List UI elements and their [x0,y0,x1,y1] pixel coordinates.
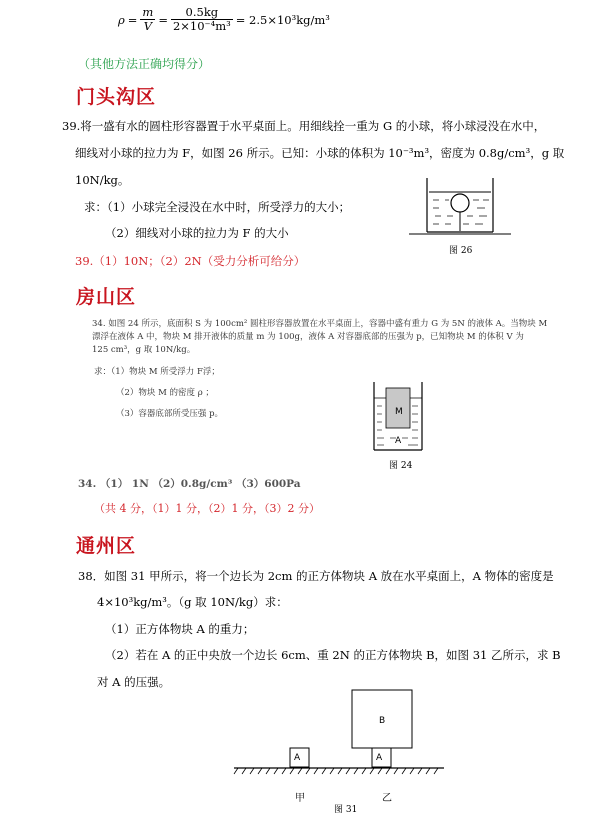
fangshan-ask1: 求：（1）物块 M 所受浮力 F浮； [94,367,220,377]
mentougou-question-line2: 细线对小球的拉力为 F，如图 26 所示。已知：小球的体积为 10⁻³m³，密度为 0.8g/cm³，g 取 [75,146,565,160]
figure-31-blocks-diagram [232,688,447,778]
tongzhou-question-line2: 4×10³kg/m³。（g 取 10N/kg）求： [97,595,288,609]
figure-31-label-a-yi: A [376,753,383,763]
fangshan-answer: 34. （1） 1N （2）0.8g/cm³ （3）600Pa [78,478,301,490]
mentougou-ask2: （2）细线对小球的拉力为 F 的大小 [105,226,289,240]
formula-equals: = [127,12,138,27]
formula-values-fraction [171,6,233,33]
mentougou-question-line3: 10N/kg。 [75,173,130,187]
tongzhou-ask1: （1）正方体物块 A 的重力； [105,622,255,636]
figure-26-container-diagram [405,170,515,240]
fangshan-ask3: （3）容器底部所受压强 p。 [116,409,224,419]
fangshan-question-line2: 漂浮在液体 A 中，物块 M 排开液体的质量 m 为 100g，液体 A 对容器底部的压强为 p，已知物块 M 的体积 V 为 [92,332,524,342]
fangshan-ask2: （2）物块 M 的密度 ρ ； [116,388,214,398]
mentougou-ask1: 求：（1）小球完全浸没在水中时，所受浮力的大小； [84,200,351,214]
figure-31-label-a-jia: A [294,753,301,763]
section-title-mentougou: 门头沟区 [76,86,157,108]
density-formula [118,6,330,33]
formula-m: m [142,5,154,19]
note-other-methods: （其他方法正确均得分） [78,57,211,71]
formula-numerator: 0.5kg [171,6,233,20]
tongzhou-ask2: （2）若在 A 的正中央放一个边长 6cm、重 2N 的正方体物块 B，如图 31 乙所示，求 B [105,648,561,662]
mentougou-question-line1: 39.将一盛有水的圆柱形容器置于水平桌面上。用细线拴一重为 G 的小球，将小球浸没在水中， [62,119,546,133]
formula-result: = 2.5×10³kg/m³ [235,12,330,27]
tongzhou-question-line1: 38．如图 31 甲所示，将一个边长为 2cm 的正方体物块 A 放在水平桌面上，A 物体的密度是 [78,569,554,583]
figure-24-label-a: A [395,436,402,446]
formula-rho: ρ [118,12,125,27]
tongzhou-ask3: 对 A 的压强。 [97,675,171,689]
formula-equals-2: = [158,12,168,27]
figure-31-label-b: B [379,716,386,726]
formula-v: V [143,19,153,33]
figure-31-label-yi: 乙 [382,793,392,804]
section-title-fangshan: 房山区 [76,286,137,308]
mentougou-answer: 39.（1）10N；（2）2N（受力分析可给分） [75,254,306,268]
formula-denominator: 2×10⁻⁴m³ [172,19,231,33]
fangshan-score: （共 4 分，（1）1 分，（2）1 分，（3）2 分） [94,502,320,515]
fangshan-question-line1: 34. 如图 24 所示，底面积 S 为 100cm² 圆柱形容器放置在水平桌面上，容器中盛有重力 G 为 5N 的液体 A。当物块 M [92,319,548,329]
figure-24-label-m: M [395,407,403,417]
figure-26-caption: 图 26 [449,246,473,256]
figure-31-caption: 图 31 [334,805,358,815]
formula-m-over-v [140,6,155,33]
figure-24-caption: 图 24 [389,461,413,471]
figure-31-label-jia: 甲 [295,793,305,804]
section-title-tongzhou: 通州区 [76,535,137,557]
fangshan-question-line3: 125 cm³，g 取 10N/kg。 [92,345,196,355]
